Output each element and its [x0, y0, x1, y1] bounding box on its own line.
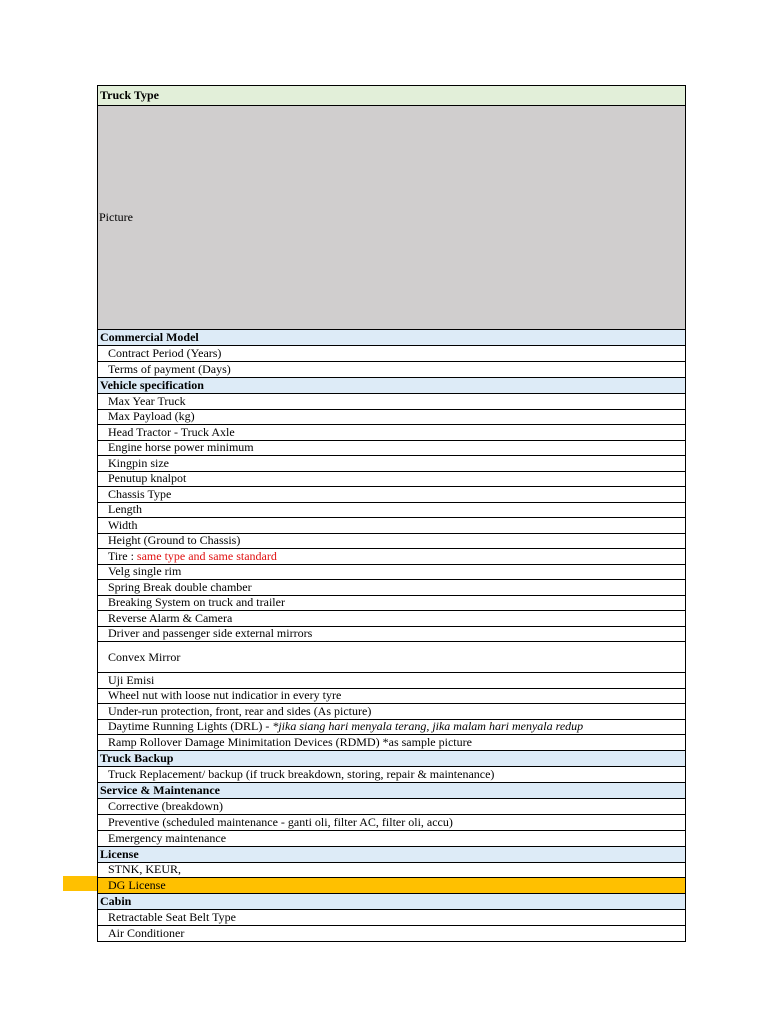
row-label: Head Tractor - Truck Axle	[108, 425, 235, 439]
row-label: Convex Mirror	[108, 649, 181, 664]
row-label: Terms of payment (Days)	[108, 362, 231, 376]
row-label: Velg single rim	[108, 564, 182, 579]
row-uji-emisi	[97, 673, 686, 689]
row-contract-period	[97, 346, 686, 362]
section-cabin	[97, 894, 686, 910]
dg-license-highlight-extension	[63, 876, 98, 891]
row-reverse-alarm	[97, 611, 686, 627]
row-convex-mirror	[97, 642, 686, 673]
row-width	[97, 518, 686, 534]
row-air-conditioner	[97, 926, 686, 942]
row-stnk-keur	[97, 863, 686, 878]
row-label: Penutup knalpot	[108, 471, 187, 486]
row-label: Length	[108, 502, 142, 517]
row-label: Chassis Type	[108, 487, 172, 501]
section-title: Truck Backup	[100, 750, 174, 765]
row-label: Engine horse power minimum	[108, 440, 254, 455]
row-label: Daytime Running Lights (DRL) -	[108, 719, 273, 734]
row-tire	[97, 549, 686, 565]
row-chassis-type	[97, 487, 686, 503]
row-label: Reverse Alarm & Camera	[108, 611, 233, 625]
row-label: Spring Break double chamber	[108, 580, 252, 594]
row-label: STNK, KEUR,	[108, 862, 182, 876]
row-label: Emergency maintenance	[108, 830, 227, 845]
row-label: Width	[108, 518, 138, 532]
row-drl	[97, 720, 686, 736]
row-engine-hp	[97, 441, 686, 457]
row-dg-license	[97, 878, 686, 894]
row-label: Height (Ground to Chassis)	[108, 533, 241, 548]
row-velg	[97, 565, 686, 581]
row-length	[97, 503, 686, 519]
row-emergency	[97, 831, 686, 847]
section-commercial-model	[97, 330, 686, 346]
picture-placeholder	[97, 106, 686, 330]
picture-label: Picture	[99, 210, 133, 224]
section-service-maintenance	[97, 783, 686, 799]
row-label: Truck Replacement/ backup (if truck breakdown, storing, repair & maintenance)	[108, 766, 495, 781]
row-height	[97, 534, 686, 550]
row-external-mirrors	[97, 627, 686, 643]
row-label: Tire :	[108, 549, 137, 563]
row-label: Contract Period (Years)	[108, 346, 222, 360]
row-label: Under-run protection, front, rear and sides (As picture)	[108, 704, 372, 718]
truck-type-header	[97, 85, 686, 106]
truck-spec-sheet	[97, 85, 686, 942]
section-title: Cabin	[100, 893, 132, 908]
row-terms-of-payment	[97, 362, 686, 378]
row-label: Uji Emisi	[108, 673, 155, 687]
row-corrective	[97, 799, 686, 815]
truck-type-title: Truck Type	[100, 88, 160, 102]
section-title: License	[100, 846, 139, 861]
row-under-run	[97, 704, 686, 720]
row-label: Air Conditioner	[108, 925, 185, 940]
row-kingpin	[97, 456, 686, 472]
row-label: Retractable Seat Belt Type	[108, 909, 236, 924]
row-label: Breaking System on truck and trailer	[108, 595, 285, 610]
row-label: Corrective (breakdown)	[108, 798, 223, 813]
row-rdmd	[97, 735, 686, 751]
row-label: Driver and passenger side external mirrors	[108, 626, 313, 641]
row-head-tractor	[97, 425, 686, 441]
row-max-payload	[97, 410, 686, 426]
row-label: Max Year Truck	[108, 394, 186, 408]
section-vehicle-specification	[97, 378, 686, 394]
row-label: Preventive (scheduled maintenance - ganti oli, filter AC, filter oli, accu)	[108, 814, 453, 829]
row-label: Wheel nut with loose nut indicatior in every tyre	[108, 688, 342, 703]
row-label: Ramp Rollover Damage Minimitation Devices (RDMD) *as sample picture	[108, 735, 472, 749]
section-truck-backup	[97, 751, 686, 767]
row-label: DG License	[108, 877, 166, 892]
section-license	[97, 847, 686, 863]
drl-note: *jika siang hari menyala terang, jika malam hari menyala redup	[272, 719, 584, 734]
row-spring-break	[97, 580, 686, 596]
row-penutup-knalpot	[97, 472, 686, 488]
section-title: Commercial Model	[100, 330, 199, 344]
row-label: Kingpin size	[108, 456, 169, 470]
row-preventive	[97, 815, 686, 831]
tire-note: same type and same standard	[136, 549, 277, 563]
row-seat-belt	[97, 910, 686, 926]
section-title: Service & Maintenance	[100, 782, 220, 797]
section-title: Vehicle specification	[100, 378, 204, 392]
row-wheel-nut	[97, 689, 686, 705]
row-label: Max Payload (kg)	[108, 409, 195, 424]
row-max-year	[97, 394, 686, 410]
row-breaking-system	[97, 596, 686, 612]
row-truck-replacement	[97, 767, 686, 783]
